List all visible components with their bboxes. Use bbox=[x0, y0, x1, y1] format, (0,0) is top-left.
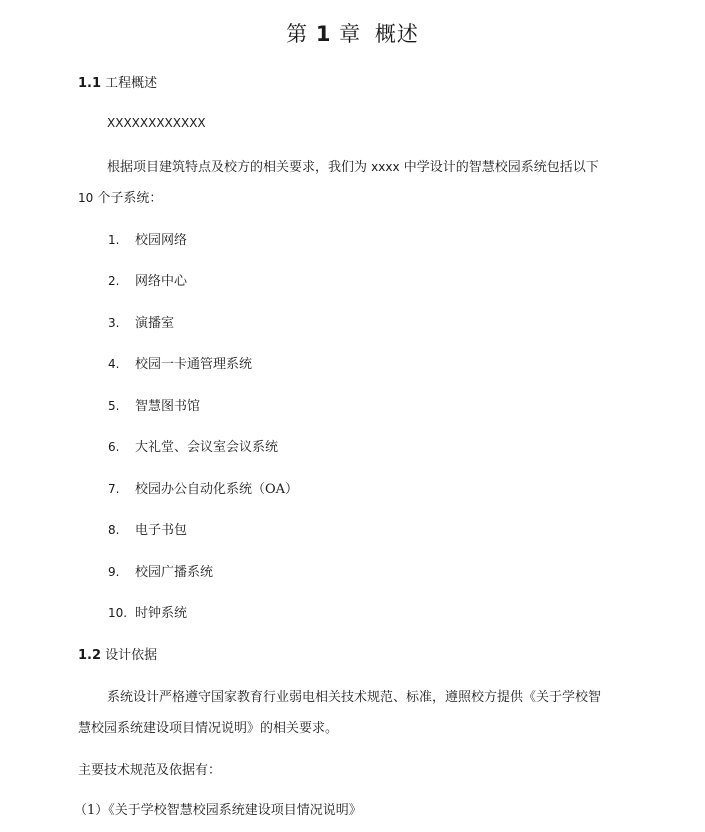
list-item-number: 5. bbox=[108, 399, 120, 413]
intro-count: 10 bbox=[78, 191, 94, 205]
list-item-label: 校园一卡通管理系统 bbox=[135, 357, 253, 372]
chapter-name: 概述 bbox=[374, 22, 419, 46]
list-item-number: 2. bbox=[108, 274, 120, 288]
intro-line2-text: 个子系统： bbox=[97, 191, 163, 206]
list-item-label: 校园广播系统 bbox=[135, 565, 214, 580]
list-item bbox=[108, 395, 200, 414]
chapter-prefix: 第 bbox=[286, 22, 309, 46]
section-heading-1-1 bbox=[78, 72, 157, 91]
section-number: 1.1 bbox=[78, 76, 102, 91]
list-item-number: 8. bbox=[108, 523, 120, 537]
basis-paragraph-line-2: 慧校园系统建设项目情况说明》的相关要求。 bbox=[78, 721, 339, 736]
list-item-label: 智慧图书馆 bbox=[135, 399, 201, 414]
list-item bbox=[108, 561, 213, 580]
section-heading-1-2 bbox=[78, 644, 157, 663]
list-item-label: 电子书包 bbox=[135, 523, 188, 538]
intro-part1: 根据项目建筑特点及校方的相关要求，我们为 bbox=[107, 160, 368, 175]
list-item-number: 1. bbox=[108, 233, 120, 247]
basis-heading: 主要技术规范及依据有： bbox=[78, 763, 222, 778]
list-item-number: 6. bbox=[108, 440, 120, 454]
intro-part2: 中学设计的智慧校园系统包括以下 bbox=[403, 160, 599, 175]
list-item-label: 校园网络 bbox=[135, 233, 188, 248]
intro-line-2 bbox=[78, 187, 162, 206]
list-item bbox=[108, 229, 187, 248]
list-item-number: 10. bbox=[108, 606, 128, 620]
list-item bbox=[108, 602, 187, 621]
basis-item-1: （1）《关于学校智慧校园系统建设项目情况说明》 bbox=[74, 803, 362, 818]
chapter-title bbox=[0, 18, 705, 48]
chapter-number: 1 bbox=[315, 22, 332, 46]
section-title: 工程概述 bbox=[105, 76, 158, 91]
list-item bbox=[108, 519, 187, 538]
list-item bbox=[108, 353, 252, 372]
list-item bbox=[108, 312, 174, 331]
list-item-number: 7. bbox=[108, 482, 120, 496]
section-title: 设计依据 bbox=[105, 648, 158, 663]
placeholder-text: XXXXXXXXXXXX bbox=[107, 116, 206, 130]
intro-school: xxxx bbox=[371, 160, 400, 174]
chapter-suffix: 章 bbox=[339, 22, 362, 46]
list-item-label: 时钟系统 bbox=[135, 606, 188, 621]
list-item-label: 大礼堂、会议室会议系统 bbox=[135, 440, 279, 455]
list-item-number: 3. bbox=[108, 316, 120, 330]
list-item-number: 4. bbox=[108, 357, 120, 371]
list-item-label: 校园办公自动化系统（OA） bbox=[135, 482, 299, 497]
list-item-label: 网络中心 bbox=[135, 274, 188, 289]
basis-paragraph-line-1: 系统设计严格遵守国家教育行业弱电相关技术规范、标准，遵照校方提供《关于学校智 bbox=[107, 690, 602, 705]
list-item bbox=[108, 270, 187, 289]
intro-line-1 bbox=[107, 156, 599, 175]
list-item bbox=[108, 436, 278, 455]
list-item-number: 9. bbox=[108, 565, 120, 579]
section-number: 1.2 bbox=[78, 648, 102, 663]
list-item bbox=[108, 478, 298, 497]
list-item-label: 演播室 bbox=[135, 316, 175, 331]
